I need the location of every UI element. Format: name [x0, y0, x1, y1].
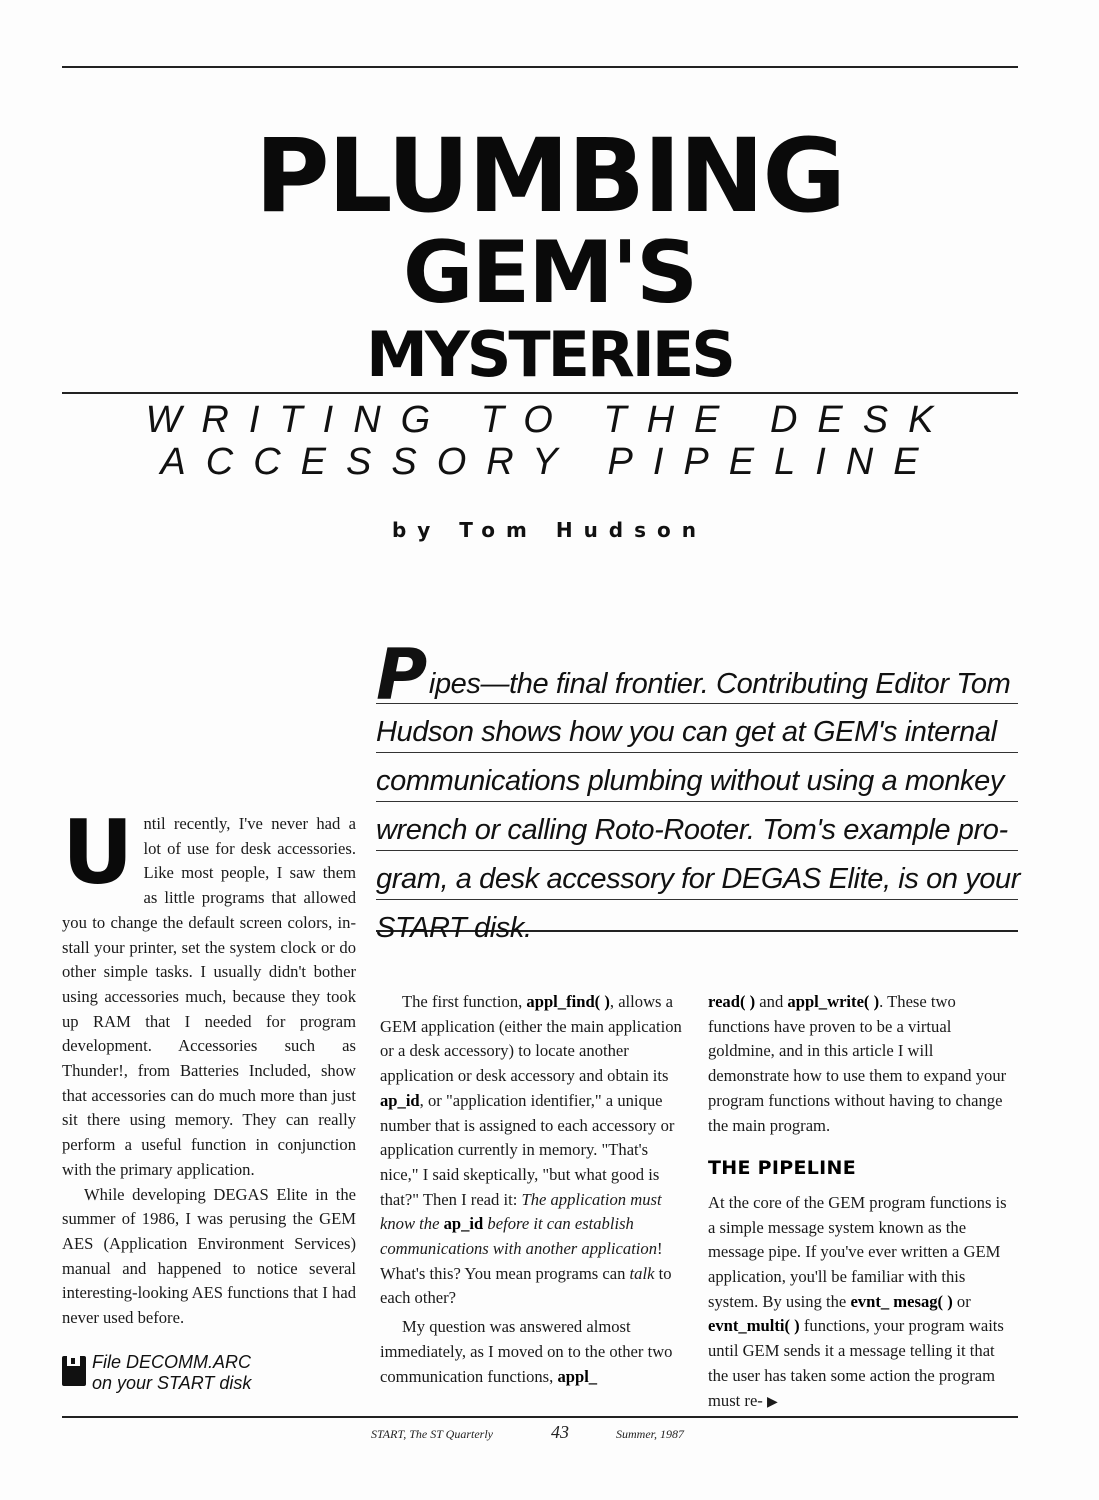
- title-line-1: PLUMBING: [254, 117, 845, 236]
- deck-line: Hudson shows how you can get at GEM's internal: [376, 704, 1018, 753]
- byline: by Tom Hudson: [391, 518, 708, 542]
- deck-line: [376, 634, 1018, 716]
- deck-dropcap: P: [376, 634, 427, 716]
- title-line-2: GEM'S: [402, 223, 697, 323]
- column-1: [62, 801, 356, 1331]
- top-rule: [62, 66, 1018, 68]
- floppy-disk-icon: [62, 1356, 86, 1386]
- page-number: 43: [551, 1422, 569, 1442]
- text-run: or: [952, 1291, 971, 1311]
- column-2: [380, 990, 682, 1389]
- text-run: functions, your program waits until GEM sends it a message telling it that the user has taken some action the program must re-: [708, 1316, 1004, 1410]
- col1-paragraph-2: While developing DEGAS Elite in the summer of 1986, I was perusing the GEM AES (Application Environment Services) manual and happened to notice several interesting-looking AES functions that I had never used before.: [62, 1184, 356, 1328]
- file-note-line-1: File DECOMM.ARC: [92, 1352, 252, 1372]
- text-run: At the core of the GEM program functions is a simple message system known as the message pipe. If you've ever written a GEM application, you'll be familiar with this system. By using the: [708, 1192, 1007, 1311]
- col3-paragraph-1: [708, 990, 1018, 1138]
- deck-intro: [376, 634, 1021, 948]
- text-run: , allows a GEM application (either the main application or a desk accessory) to locate another application or desk accessory and obtain its: [380, 992, 682, 1086]
- footer-publication: START, The ST Quarterly: [371, 1427, 494, 1441]
- deck-line-text: ipes—the final frontier. Contributing Editor Tom: [428, 668, 1011, 700]
- code-term: appl_find( ): [526, 992, 610, 1011]
- code-term: appl_write( ): [787, 992, 880, 1011]
- text-run: . These two functions have proven to be a virtual goldmine, and in this article I will demonstrate how to use them to expand your program functions without having to change the main program.: [708, 992, 1007, 1135]
- deck-line: START disk.: [376, 912, 532, 944]
- italic-run: talk: [629, 1263, 655, 1283]
- code-term: appl_: [557, 1366, 598, 1386]
- section-heading: THE PIPELINE: [708, 1157, 857, 1180]
- code-term: ap_id: [380, 1090, 420, 1110]
- text-run: ! What's this? You mean programs can: [380, 1239, 663, 1283]
- deck-line: gram, a desk accessory for DEGAS Elite, is on your: [376, 851, 1018, 900]
- code-term: evnt_ mesag( ): [850, 1291, 953, 1311]
- file-note-line-2: on your START disk: [92, 1373, 252, 1393]
- file-note-text: [92, 1352, 251, 1394]
- col1-paragraph-1: ntil recently, I've never had a lot of use for desk accessories. Like most people, I saw them as little programs that allowed you to change the default screen colors, install your printer, set the system clock or do other simple tasks. I usually didn't bother using accessories much, because they took up RAM that I needed for program development. Accessories such as Thunder!, from Batteries Included, show that accessories can do much more than just sit there using memory. They can really perform a useful function in conjunction with the primary application.: [62, 814, 356, 1179]
- col3-paragraph-2: [708, 1191, 1018, 1415]
- col2-paragraph-2: [380, 1315, 682, 1389]
- continued-arrow-icon: ▶: [767, 1394, 778, 1410]
- subtitle-line-1: WRITING TO THE DESK: [145, 399, 954, 441]
- code-term: read( ): [708, 992, 756, 1011]
- code-term: evnt_multi( ): [708, 1316, 800, 1336]
- text-run: to each other?: [380, 1263, 672, 1308]
- footer-issue: Summer, 1987: [616, 1427, 684, 1441]
- text-run: The first function,: [402, 992, 527, 1011]
- code-term: ap_id: [443, 1214, 484, 1234]
- footer-rule: [62, 1416, 1018, 1418]
- col2-paragraph-1: [380, 990, 682, 1311]
- title-rule: [62, 392, 1018, 394]
- subtitle-line-2: ACCESSORY PIPELINE: [160, 441, 939, 483]
- title-line-3: MYSTERIES: [366, 318, 733, 391]
- deck-line: wrench or calling Roto-Rooter. Tom's example pro-: [376, 802, 1018, 851]
- text-run: My question was answered almost immediately, as I moved on to the other two communication functions,: [380, 1317, 673, 1386]
- italic-run: The application must know the: [380, 1189, 662, 1234]
- italic-run: before it can establish communications with another application: [380, 1214, 658, 1259]
- text-run: and: [755, 992, 788, 1011]
- deck-line: communications plumbing without using a monkey: [376, 753, 1018, 802]
- text-run: , or "application identifier," a unique number that is assigned to each accessory or application currently in memory. "That's nice," I said skeptically, "but what good is that?" Then I read it:: [380, 1090, 675, 1209]
- column-3: [708, 990, 1018, 1415]
- body-dropcap: U: [62, 801, 134, 904]
